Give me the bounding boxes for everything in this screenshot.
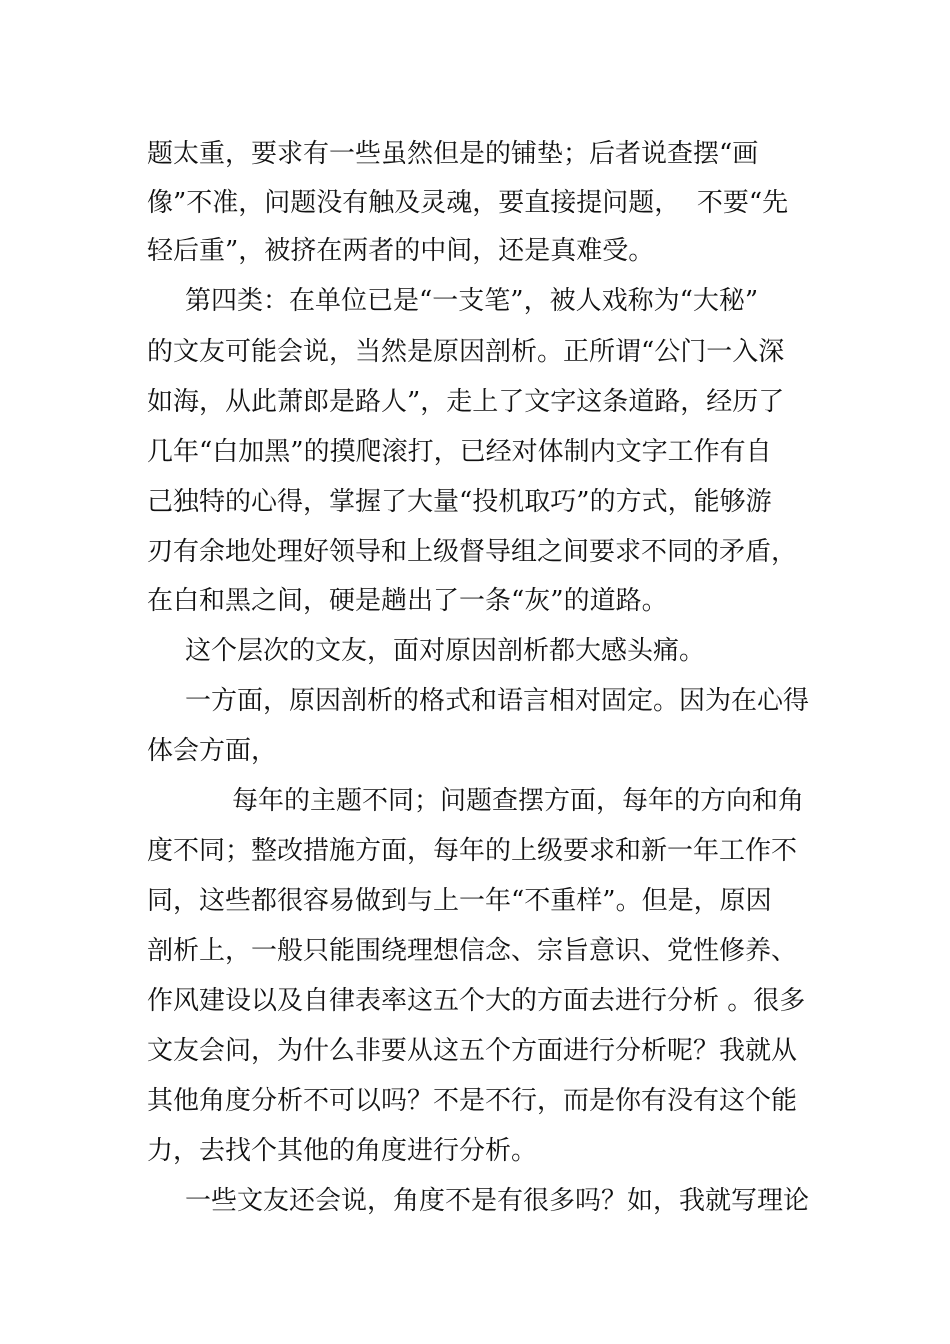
text-line: 作风建设以及自律表率这五个大的方面去进行分析 。很多 bbox=[147, 986, 806, 1016]
text-line: 己独特的心得，掌握了大量“投机取巧”的方式，能够游 bbox=[147, 487, 772, 517]
text-line: 的文友可能会说，当然是原因剖析。正所谓“公门一入深 bbox=[147, 337, 785, 367]
text-line: 题太重，要求有一些虽然但是的铺垫；后者说查摆“画 bbox=[147, 139, 759, 169]
text-line: 其他角度分析不可以吗？不是不行，而是你有没有这个能 bbox=[147, 1086, 798, 1116]
text-line: 这个层次的文友，面对原因剖析都大感头痛。 bbox=[185, 636, 706, 666]
text-line: 每年的主题不同；问题查摆方面，每年的方向和角 bbox=[232, 786, 805, 816]
text-line: 第四类：在单位已是“一支笔”，被人戏称为“大秘” bbox=[185, 286, 759, 316]
text-line: 同，这些都很容易做到与上一年“不重样”。但是，原因 bbox=[147, 886, 772, 916]
text-line: 度不同；整改措施方面，每年的上级要求和新一年工作不 bbox=[147, 836, 798, 866]
text-line: 一些文友还会说，角度不是有很多吗？如，我就写理论 bbox=[185, 1186, 810, 1216]
text-line: 体会方面， bbox=[147, 736, 278, 766]
text-line: 轻后重”，被挤在两者的中间，还是真难受。 bbox=[147, 236, 655, 266]
text-line: 几年“白加黑”的摸爬滚打，已经对体制内文字工作有自 bbox=[147, 437, 772, 467]
text-line: 在白和黑之间，硬是趟出了一条“灰”的道路。 bbox=[147, 586, 668, 616]
text-line: 如海，从此萧郎是路人”，走上了文字这条道路，经历了 bbox=[147, 387, 785, 417]
text-line: 像”不准，问题没有触及灵魂，要直接提问题， 不要“先 bbox=[147, 188, 789, 218]
text-line: 力，去找个其他的角度进行分析。 bbox=[147, 1136, 538, 1166]
text-line: 一方面，原因剖析的格式和语言相对固定。因为在心得 bbox=[185, 686, 810, 716]
text-line: 剖析上，一般只能围绕理想信念、宗旨意识、党性修养、 bbox=[147, 936, 798, 966]
text-line: 刃有余地处理好领导和上级督导组之间要求不同的矛盾， bbox=[147, 537, 798, 567]
text-line: 文友会问，为什么非要从这五个方面进行分析呢？我就从 bbox=[147, 1036, 798, 1066]
